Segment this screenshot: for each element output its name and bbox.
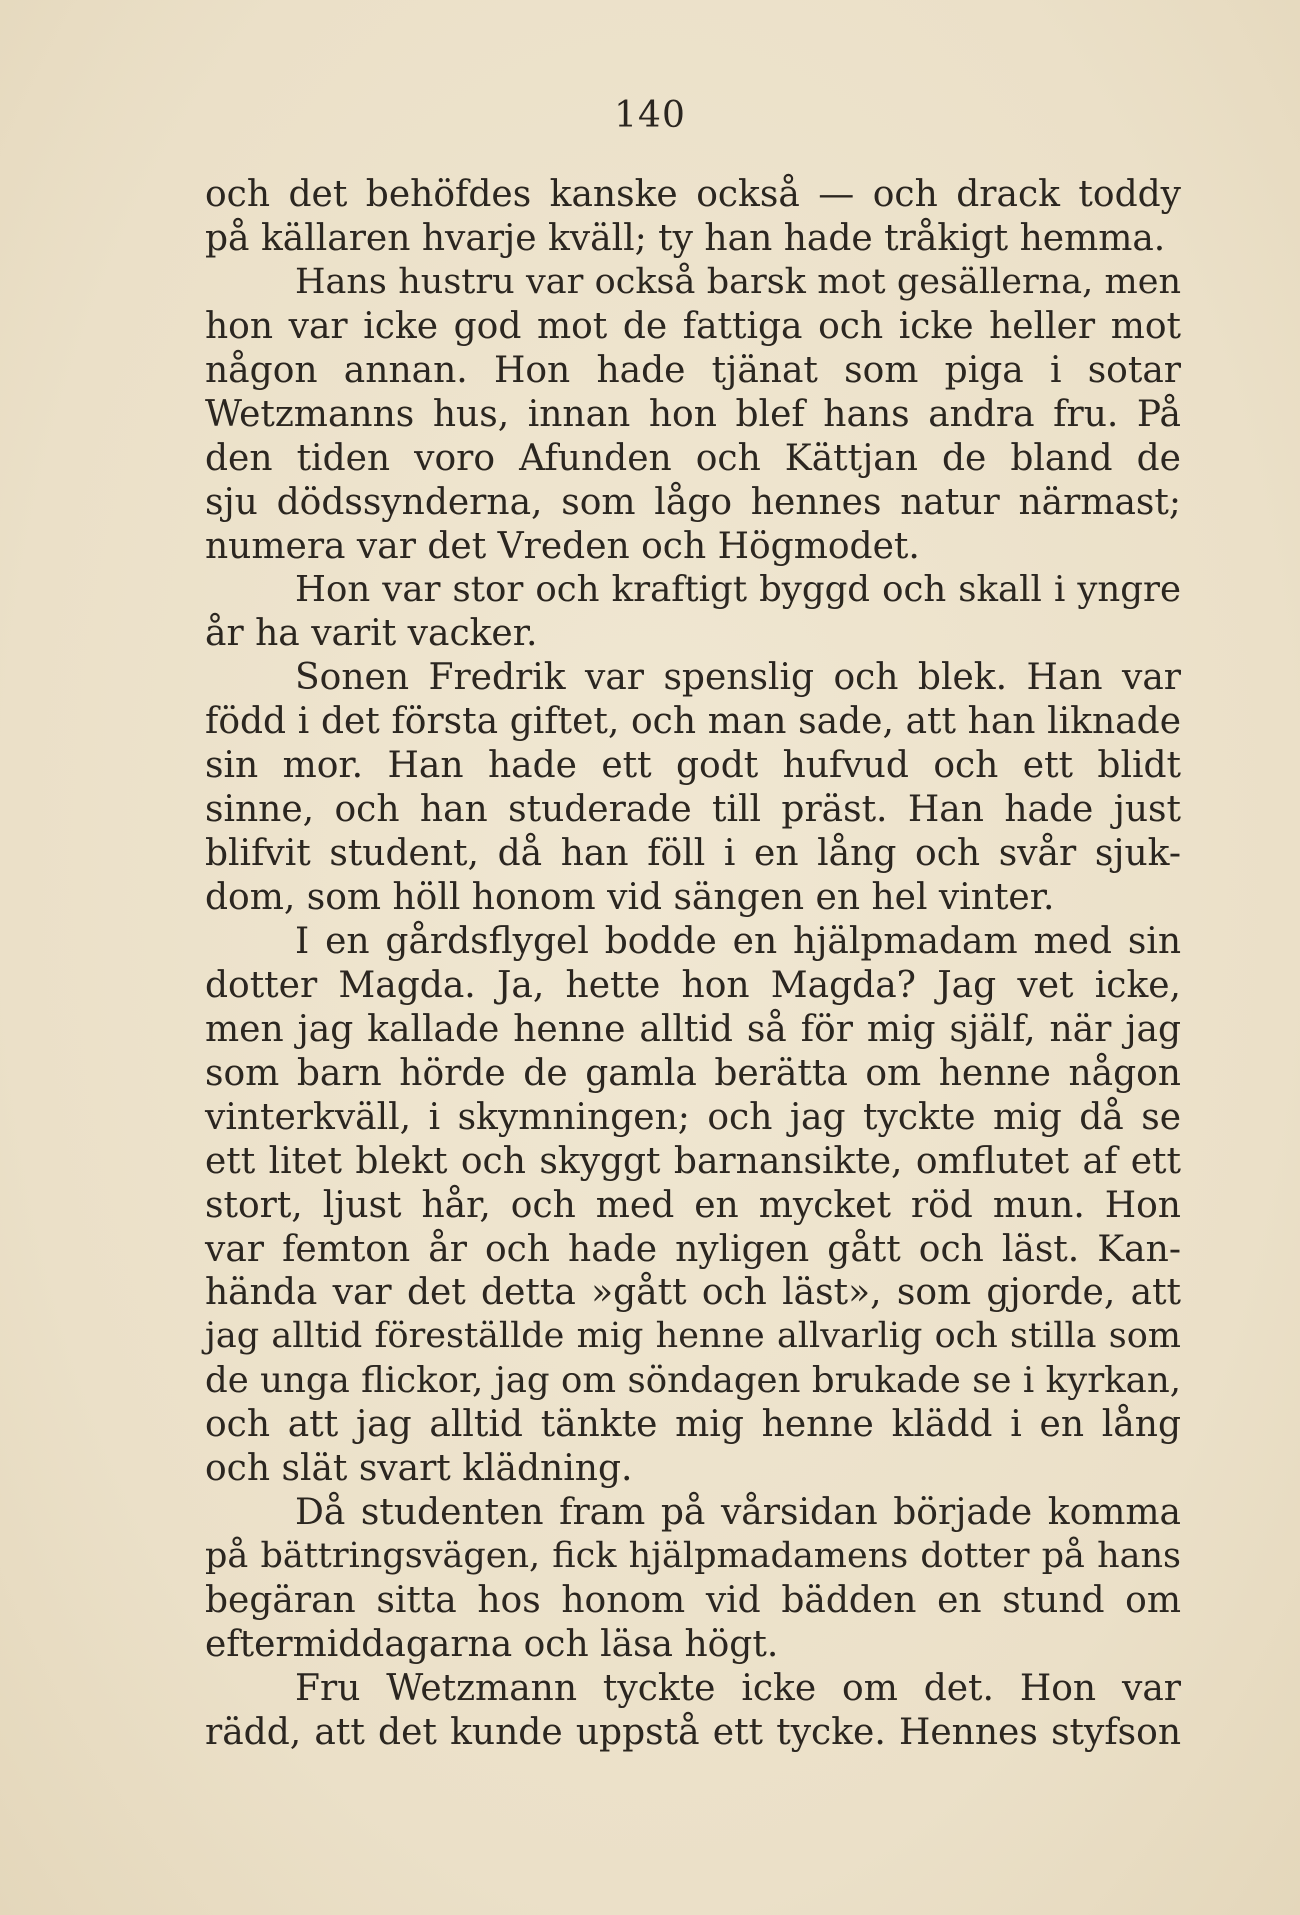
text-line: Då studenten fram på vårsidan började komma xyxy=(295,1492,1181,1534)
text-line: någon annan. Hon hade tjänat som piga i sotar xyxy=(205,349,1181,391)
text-line: jag alltid föreställde mig henne allvarlig och stilla som xyxy=(205,1316,1181,1357)
text-line: numera var det Vreden och Högmodet. xyxy=(205,525,920,567)
text-line: var femton år och hade nyligen gått och läst. Kan- xyxy=(205,1228,1181,1270)
text-line: Wetzmanns hus, innan hon blef hans andra fru. På xyxy=(205,393,1181,435)
text-line: Fru Wetzmann tyckte icke om det. Hon var xyxy=(295,1667,1181,1709)
text-line: hända var det detta »gått och läst», som gjorde, att xyxy=(205,1272,1181,1314)
text-line: I en gårdsflygel bodde en hjälpmadam med sin xyxy=(295,920,1181,962)
text-line: rädd, att det kunde uppstå ett tycke. Hennes styfson xyxy=(205,1711,1181,1753)
text-line: på bättringsvägen, fick hjälpmadamens dotter på hans xyxy=(205,1536,1181,1577)
text-line: sju dödssynderna, som lågo hennes natur närmast; xyxy=(205,481,1181,523)
text-line: och det behöfdes kanske också — och drack toddy xyxy=(205,174,1181,215)
text-line: begäran sitta hos honom vid bädden en stund om xyxy=(205,1580,1181,1621)
text-line: sinne, och han studerade till präst. Han hade just xyxy=(205,789,1181,831)
text-line: eftermiddagarna och läsa högt. xyxy=(205,1623,779,1665)
page-number: 140 xyxy=(614,95,686,136)
text-line: men jag kallade henne alltid så för mig själf, när jag xyxy=(205,1008,1181,1050)
text-line: dotter Magda. Ja, hette hon Magda? Jag vet icke, xyxy=(205,964,1181,1006)
body-text xyxy=(205,173,1181,1755)
text-line: på källaren hvarje kväll; ty han hade tråkigt hemma. xyxy=(205,217,1166,259)
text-line: och slät svart klädning. xyxy=(205,1448,633,1490)
text-line: Sonen Fredrik var spenslig och blek. Han var xyxy=(295,657,1181,699)
text-line: vinterkväll, i skymningen; och jag tyckte mig då se xyxy=(205,1096,1181,1138)
text-line: Hans hustru var också barsk mot gesällerna, men xyxy=(295,261,1181,302)
text-line: dom, som höll honom vid sängen en hel vinter. xyxy=(205,877,1055,918)
text-line: den tiden voro Afunden och Kättjan de bland de xyxy=(205,437,1181,479)
text-line: hon var icke god mot de fattiga och icke heller mot xyxy=(205,305,1181,347)
text-line: Hon var stor och kraftigt byggd och skall i yngre xyxy=(295,569,1181,611)
text-line: född i det första giftet, och man sade, att han liknade xyxy=(205,701,1181,743)
text-line: de unga flickor, jag om söndagen brukade se i kyrkan, xyxy=(205,1360,1181,1402)
text-line: och att jag alltid tänkte mig henne klädd i en lång xyxy=(205,1404,1181,1446)
text-line: sin mor. Han hade ett godt hufvud och ett blidt xyxy=(205,745,1181,787)
text-line: som barn hörde de gamla berätta om henne någon xyxy=(205,1052,1181,1094)
text-line: blifvit student, då han föll i en lång och svår sjuk- xyxy=(205,833,1181,875)
text-line: år ha varit vacker. xyxy=(205,613,538,655)
text-line: ett litet blekt och skyggt barnansikte, omflutet af ett xyxy=(205,1140,1181,1182)
text-line: stort, ljust hår, och med en mycket röd mun. Hon xyxy=(205,1184,1181,1226)
